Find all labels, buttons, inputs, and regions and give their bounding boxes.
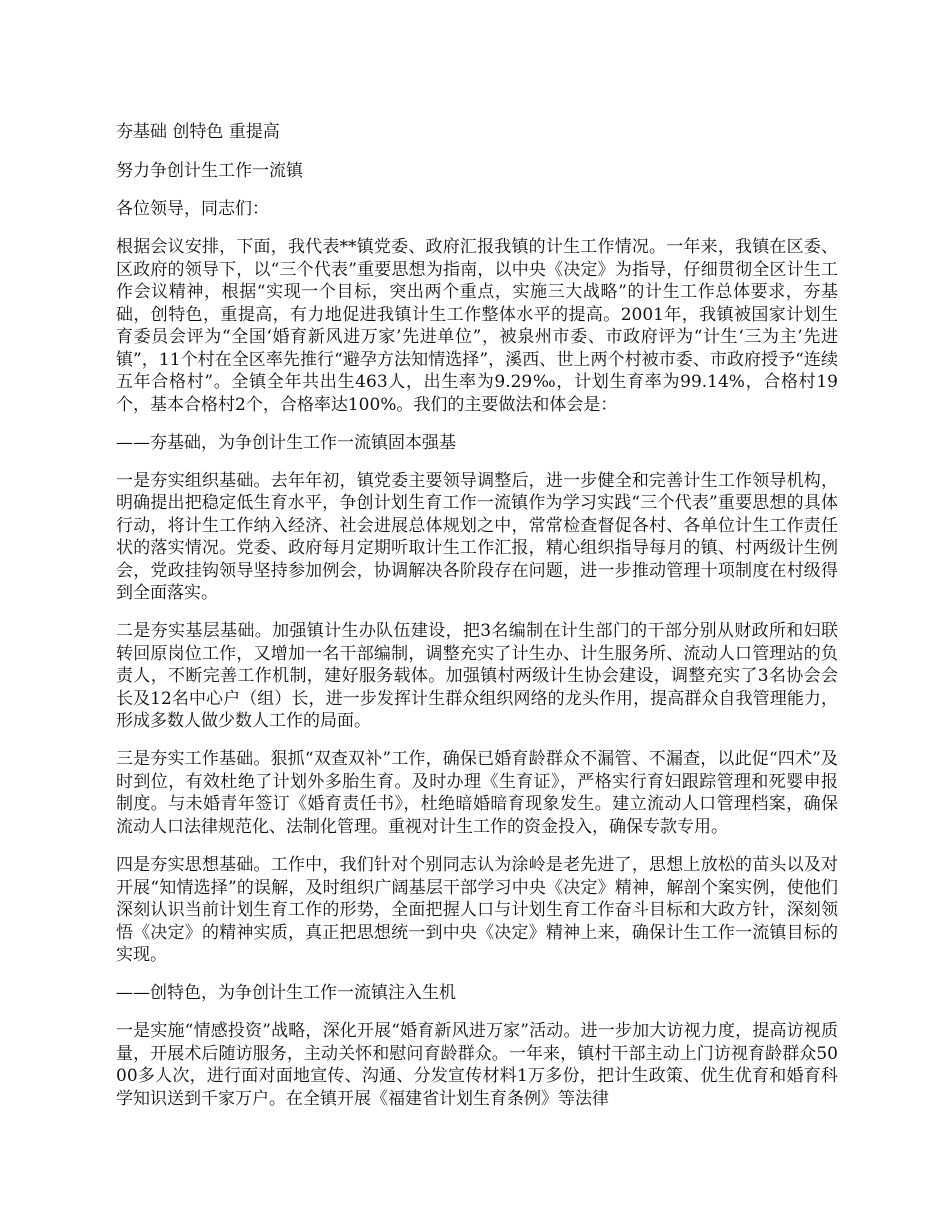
section-heading-features: ——创特色，为争创计生工作一流镇注入生机 xyxy=(116,983,456,1004)
salutation: 各位领导，同志们： xyxy=(116,199,269,219)
document-title: 夯基础 创特色 重提高 xyxy=(116,122,280,142)
section-heading-foundation: ——夯基础，为争创计生工作一流镇固本强基 xyxy=(116,432,456,453)
document-subtitle: 努力争创计生工作一流镇 xyxy=(116,160,303,181)
document-body xyxy=(116,121,838,1126)
paragraph-intro: 根据会议安排，下面，我代表**镇党委、政府汇报我镇的计生工作情况。一年来，我镇在区委、区政府的领导下，以“三个代表”重要思想为指南，以中央《决定》为指导，仔细贯彻全区计生工作会议精神，根据“实现一个目标，突出两个重点，实施三大战略”的计生工作总体要求，夯基础，创特色，重提高，有力地促进我镇计生工作整体水平的提高。2001年，我镇被国家计划生育委员会评为“全国‘婚育新风进万家’先进单位”，被泉州市委、市政府评为“计生‘三为主’先进镇”，11个村在全区率先推行“避孕方法知情选择”，溪西、世上两个村被市委、市政府授予“连续五年合格村”。全镇全年共出生463人，出生率为9.29‰，计划生育率为99.14%，合格村19个，基本合格村2个，合格率达100%。我们的主要做法和体会是： xyxy=(116,237,838,415)
paragraph-organization: 一是夯实组织基础。去年年初，镇党委主要领导调整后，进一步健全和完善计生工作领导机构，明确提出把稳定低生育水平，争创计划生育工作一流镇作为学习实践“三个代表”重要思想的具体行动，将计生工作纳入经济、社会进展总体规划之中，常常检查督促各村、各单位计生工作责任状的落实情况。党委、政府每月定期听取计生工作汇报，精心组织指导每月的镇、村两级计生例会，党政挂钩领导坚持参加例会，协调解决各阶段存在问题，进一步推动管理十项制度在村级得到全面落实。 xyxy=(116,470,838,604)
paragraph-ideology: 四是夯实思想基础。工作中，我们针对个别同志认为涂岭是老先进了，思想上放松的苗头以及对开展“知情选择”的误解，及时组织广阔基层干部学习中央《决定》精神，解剖个案实例，使他们深刻认识当前计划生育工作的形势，全面把握人口与计划生育工作奋斗目标和大政方针，深刻领悟《决定》的精神实质，真正把思想统一到中央《决定》精神上来，确保计生工作一流镇目标的实现。 xyxy=(116,855,838,966)
paragraph-grassroots: 二是夯实基层基础。加强镇计生办队伍建设，把3名编制在计生部门的干部分别从财政所和妇联转回原岗位工作，又增加一名干部编制，调整充实了计生办、计生服务所、流动人口管理站的负责人，不断完善工作机制，建好服务载体。加强镇村两级计生协会建设，调整充实了3名协会会长及12名中心户（组）长，进一步发挥计生群众组织网络的龙头作用，提高群众自我管理能力，形成多数人做少数人工作的局面。 xyxy=(116,621,838,732)
paragraph-emotional-investment: 一是实施“情感投资”战略，深化开展“婚育新风进万家”活动。进一步加大访视力度，提高访视质量，开展术后随访服务，主动关怀和慰问育龄群众。一年来，镇村干部主动上门访视育龄群众5000多人次，进行面对面地宣传、沟通、分发宣传材料1万多份，把计生政策、优生优育和婚育科学知识送到千家万户。在全镇开展《福建省计划生育条例》等法律 xyxy=(116,1021,838,1109)
paragraph-work: 三是夯实工作基础。狠抓“双查双补”工作，确保已婚育龄群众不漏管、不漏查，以此促“四术”及时到位，有效杜绝了计划外多胎生育。及时办理《生育证》，严格实行育妇跟踪管理和死婴申报制度。与未婚青年签订《婚育责任书》，杜绝暗婚暗育现象发生。建立流动人口管理档案，确保流动人口法律规范化、法制化管理。重视对计生工作的资金投入，确保专款专用。 xyxy=(116,749,838,837)
